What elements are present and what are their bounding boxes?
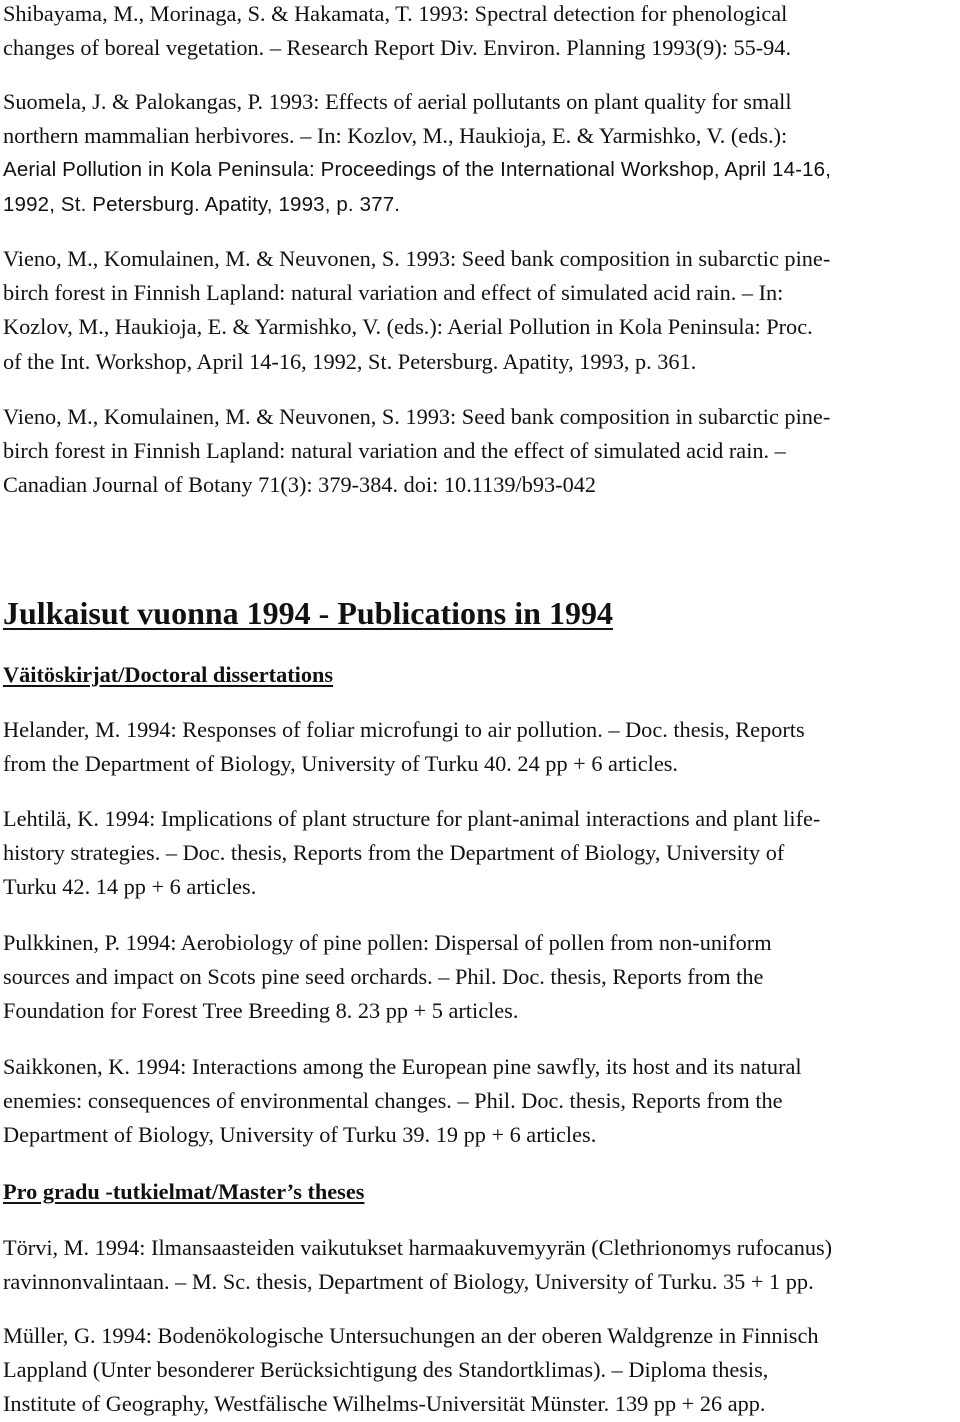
reference-line: Lehtilä, K. 1994: Implications of plant structure for plant-animal interactions and plant life- [3,806,821,831]
reference-line: sources and impact on Scots pine seed orchards. – Phil. Doc. thesis, Reports from the [3,964,764,990]
section-heading-doctoral: Väitöskirjat/Doctoral dissertations [3,662,334,687]
reference-line: Vieno, M., Komulainen, M. & Neuvonen, S. 1993: Seed bank composition in subarctic pine- [3,404,831,429]
reference-entry [3,1319,953,1422]
reference-line: birch forest in Finnish Lapland: natural variation and effect of simulated acid rain. – In: [3,280,784,306]
reference-line: Lappland (Unter besonderer Berücksichtigung des Standortklimas). – Diploma thesis, [3,1357,769,1383]
reference-line: Vieno, M., Komulainen, M. & Neuvonen, S. 1993: Seed bank composition in subarctic pine- [3,246,831,271]
reference-entry [3,713,953,781]
reference-line: Canadian Journal of Botany 71(3): 379-384. doi: 10.1139/b93-042 [3,472,597,498]
reference-line: 1992, St. Petersburg. Apatity, 1993, p. 377. [3,192,401,216]
reference-line: Kozlov, M., Haukioja, E. & Yarmishko, V. (eds.): Aerial Pollution in Kola Peninsula: Proc. [3,314,813,340]
reference-line: ravinnonvalintaan. – M. Sc. thesis, Department of Biology, University of Turku. 35 + 1 pp. [3,1269,814,1295]
reference-entry [3,802,953,905]
year-heading: Julkaisut vuonna 1994 - Publications in 1994 [3,595,613,631]
reference-line: Aerial Pollution in Kola Peninsula: Proceedings of the International Workshop, April 14-16, [3,158,832,182]
reference-entry [3,85,953,222]
reference-line: enemies: consequences of environmental changes. – Phil. Doc. thesis, Reports from the [3,1088,783,1114]
reference-line: birch forest in Finnish Lapland: natural variation and the effect of simulated acid rain. – [3,438,786,464]
reference-line: northern mammalian herbivores. – In: Kozlov, M., Haukioja, E. & Yarmishko, V. (eds.): [3,123,788,149]
reference-line: Foundation for Forest Tree Breeding 8. 23 pp + 5 articles. [3,998,519,1024]
reference-line: Institute of Geography, Westfälische Wilhelms-Universität Münster. 139 pp + 26 app. [3,1391,766,1417]
reference-line: history strategies. – Doc. thesis, Reports from the Department of Biology, University of [3,840,785,866]
reference-line: Saikkonen, K. 1994: Interactions among the European pine sawfly, its host and its natural [3,1054,802,1079]
reference-line: changes of boreal vegetation. – Research Report Div. Environ. Planning 1993(9): 55-94. [3,35,792,61]
reference-line: Turku 42. 14 pp + 6 articles. [3,874,257,900]
reference-line: of the Int. Workshop, April 14-16, 1992, St. Petersburg. Apatity, 1993, p. 361. [3,348,697,374]
reference-entry [3,0,953,65]
reference-line: Törvi, M. 1994: Ilmansaasteiden vaikutukset harmaakuvemyyrän (Clethrionomys rufocanus) [3,1235,833,1260]
reference-line: Pulkkinen, P. 1994: Aerobiology of pine pollen: Dispersal of pollen from non-uniform [3,930,772,955]
reference-line: Helander, M. 1994: Responses of foliar microfungi to air pollution. – Doc. thesis, Reports [3,717,805,742]
section-heading-master: Pro gradu -tutkielmat/Master’s theses [3,1179,365,1204]
reference-entry [3,1231,953,1299]
reference-line: Suomela, J. & Palokangas, P. 1993: Effects of aerial pollutants on plant quality for small [3,89,792,114]
reference-line: Shibayama, M., Morinaga, S. & Hakamata, T. 1993: Spectral detection for phenological [3,1,788,26]
reference-line: from the Department of Biology, University of Turku 40. 24 pp + 6 articles. [3,751,678,777]
reference-entry [3,926,953,1029]
reference-line: Department of Biology, University of Turku 39. 19 pp + 6 articles. [3,1122,597,1148]
reference-entry [3,1050,953,1153]
reference-line: Müller, G. 1994: Bodenökologische Untersuchungen an der oberen Waldgrenze in Finnisch [3,1323,819,1348]
reference-entry [3,400,953,503]
reference-entry [3,242,953,379]
